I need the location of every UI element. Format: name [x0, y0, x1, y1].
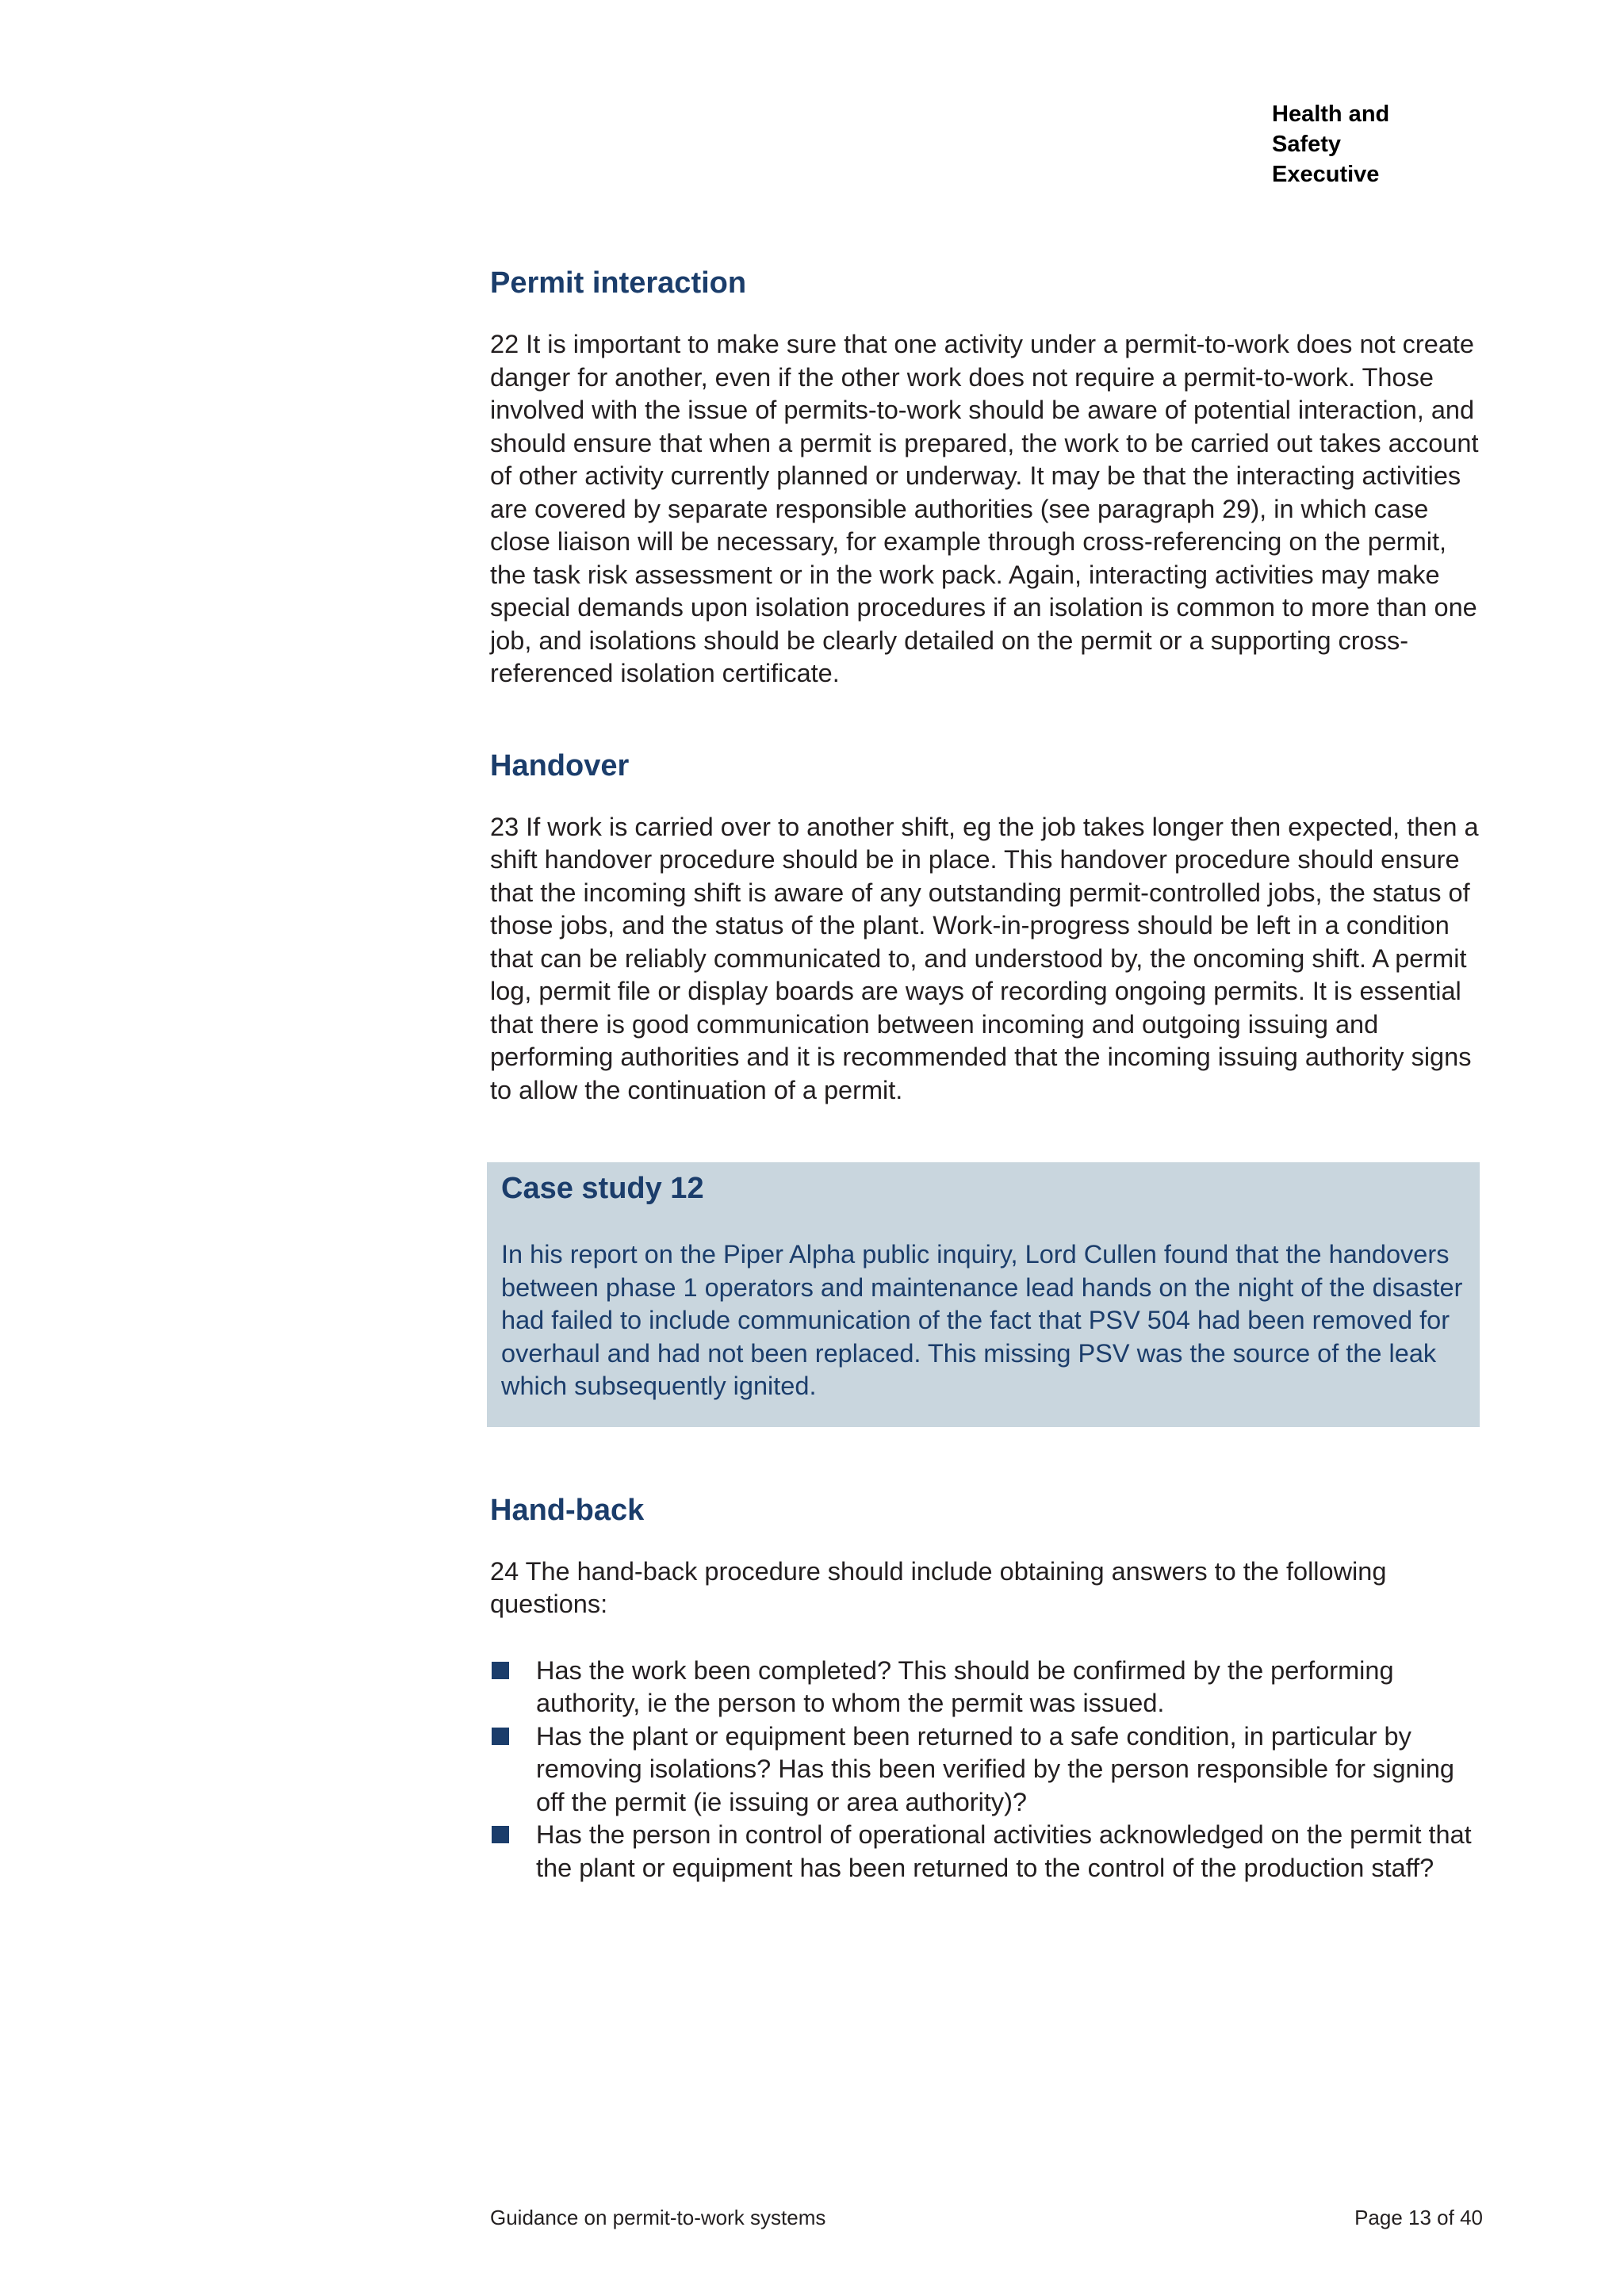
footer-document-title: Guidance on permit-to-work systems: [490, 2206, 826, 2229]
organization-name: [1272, 99, 1462, 189]
list-item-text: Has the person in control of operational activities acknowledged on the permit that the plant or equipment has been returned to the control of the production staff?: [536, 1820, 1472, 1882]
list-item-text: Has the plant or equipment been returned to a safe condition, in particular by removing isolations? Has this been verified by the person responsible for signing off the permit (ie issuing or area authority)?: [536, 1721, 1455, 1816]
hand-back-question-list: [490, 1655, 1481, 1885]
heading-hand-back: Hand-back: [490, 1493, 645, 1527]
list-item: [490, 1819, 1481, 1885]
case-study-box: [487, 1162, 1480, 1427]
square-bullet-icon: [492, 1826, 509, 1843]
list-item-text: Has the work been completed? This should be confirmed by the performing authority, ie the person to whom the permit was issued.: [536, 1655, 1394, 1717]
paragraph-22: 22 It is important to make sure that one activity under a permit-to-work does not create danger for another, even if the other work does not require a permit-to-work. Those involved with the issue of permits-to-work should be aware of potential interaction, and should ensure that when a permit is prepared, the work to be carried out takes account of other activity currently planned or underway. It may be that the interacting activities are covered by separate responsible authorities (see paragraph 29), in which case close liaison will be necessary, for example through cross-referencing on the permit, the task risk assessment or in the work pack. Again, interacting activities may make special demands upon isolation procedures if an isolation is common to more than one job, and isolations should be clearly detailed on the permit or a supporting cross-referenced isolation certificate.: [490, 330, 1479, 687]
case-study-title: Case study 12: [501, 1172, 704, 1205]
square-bullet-icon: [492, 1662, 509, 1679]
case-study-text: In his report on the Piper Alpha public inquiry, Lord Cullen found that the handovers between phase 1 operators and maintenance lead hands on the night of the disaster had failed to include communication of the fact that PSV 504 had been removed for overhaul and had not been replaced. This missing PSV was the source of the leak which subsequently ignited.: [501, 1240, 1463, 1400]
footer-page-number: Page 13 of 40: [1354, 2206, 1483, 2229]
paragraph-24: 24 The hand-back procedure should include obtaining answers to the following questions:: [490, 1556, 1387, 1618]
page-content: [490, 263, 1481, 1885]
paragraph-23: 23 If work is carried over to another shift, eg the job takes longer then expected, then a shift handover procedure should be in place. This handover procedure should ensure that the incoming shift is aware of any outstanding permit-controlled jobs, the status of those jobs, and the status of the plant. Work-in-progress should be left in a condition that can be reliably communicated to, and understood by, the oncoming shift. A permit log, permit file or display boards are ways of recording ongoing permits. It is essential that there is good communication between incoming and outgoing issuing and performing authorities and it is recommended that the incoming issuing authority signs to allow the continuation of a permit.: [490, 812, 1479, 1104]
org-name-line-1: Health and Safety: [1272, 101, 1390, 157]
list-item: [490, 1655, 1481, 1720]
list-item: [490, 1720, 1481, 1820]
org-name-line-2: Executive: [1272, 162, 1380, 187]
square-bullet-icon: [492, 1728, 509, 1745]
heading-handover: Handover: [490, 748, 630, 783]
heading-permit-interaction: Permit interaction: [490, 266, 747, 300]
